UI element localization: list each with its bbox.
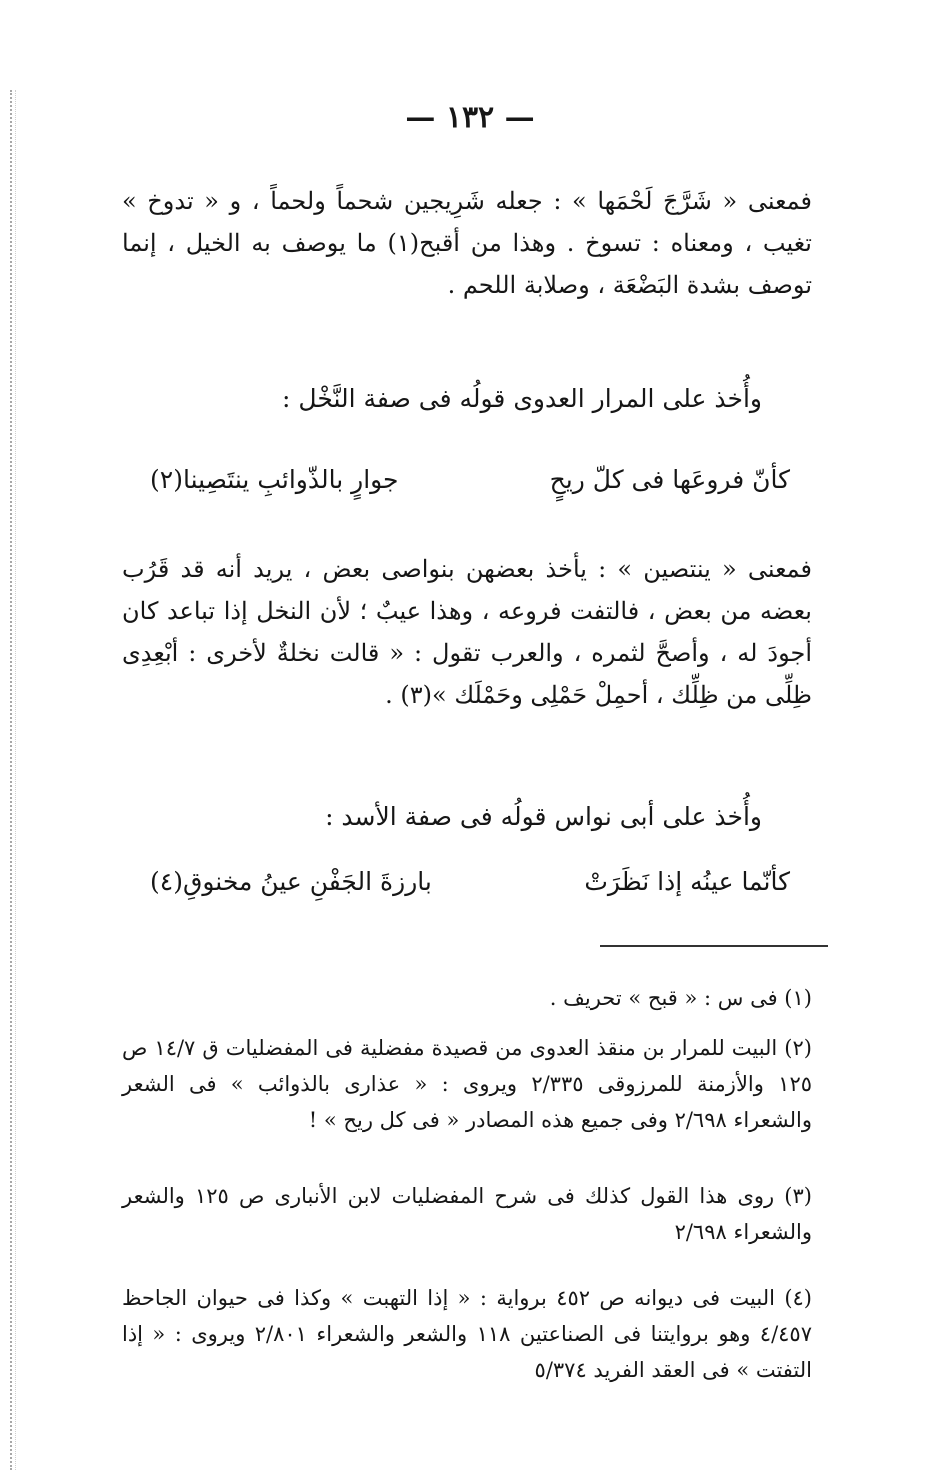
- scan-edge: [10, 90, 16, 1470]
- paragraph-horse-description: فمعنى « شَرَّجَ لَحْمَها » : جعله شَرِيجين شحماً ولحماً ، و « تدوخ » تغيب ، ومعناه : تسوخ . وهذا من أقبح(١) ما يوصف به الخيل ، إنما توصف بشدة البَضْعَة ، وصلابة اللحم .: [122, 187, 812, 299]
- footnote-separator: [600, 945, 828, 947]
- intro-abu-nuwas: وأُخذ على أبى نواس قولُه فى صفة الأسد :: [325, 802, 762, 831]
- verse-lion: [150, 860, 790, 904]
- footnote-2: (٢) البيت للمرار بن منقذ العدوى من قصيدة مفضلية فى المفضليات ق ١٤/٧ ص ١٢٥ والأزمنة للمرزوقى ٢/٣٣٥ ويروى : « عذارى بالذوائب » فى الشعر والشعراء ٢/٦٩٨ وفى جميع هذه المصادر « فى كل ريح » !: [122, 1036, 813, 1132]
- page-number: — ١٣٢ —: [405, 100, 535, 135]
- verse-palm-trees: [150, 458, 790, 502]
- paragraph-palm-explanation: فمعنى « ينتصين » : يأخذ بعضهن بنواصى بعض ، يريد أنه قد قَرُب بعضه من بعض ، فالتفت فروعه ، وهذا عيبٌ ؛ لأن النخل إذا تباعد كان أجودَ له ، وأصحَّ لثمره ، والعرب تقول : « قالت نخلةٌ لأخرى : أبْعِدِى ظِلِّى من ظِلِّك ، أحمِلْ حَمْلِى وحَمْلَك »(٣) .: [122, 555, 812, 709]
- footnote-1: (١) فى س : « قبح » تحريف .: [549, 986, 812, 1010]
- intro-al-marrar: وأُخذ على المرار العدوى قولُه فى صفة النَّخْل :: [282, 384, 762, 413]
- verse-2-first-hemistich: كأنّما عينُه إذا نَظَرَتْ: [584, 867, 790, 896]
- verse-2-second-hemistich: بارزةَ الجَفْنِ عينُ مخنوقِ(٤): [150, 867, 432, 896]
- footnote-3: (٣) روى هذا القول كذلك فى شرح المفضليات لابن الأنبارى ص ١٢٥ والشعر والشعراء ٢/٦٩٨: [122, 1184, 812, 1244]
- verse-1-second-hemistich: جوارٍ بالذّوائبِ ينتَصِينا(٢): [150, 465, 399, 494]
- footnote-4: (٤) البيت فى ديوانه ص ٤٥٢ برواية : « إذا التهبت » وكذا فى حيوان الجاحظ ٤/٤٥٧ وهو بروايتنا فى الصناعتين ١١٨ والشعر والشعراء ٢/٨٠١ ويروى : « إذا التفتت » فى العقد الفريد ٥/٣٧٤: [122, 1286, 812, 1382]
- verse-1-first-hemistich: كأنّ فروعَها فى كلّ ريحٍ: [549, 465, 790, 494]
